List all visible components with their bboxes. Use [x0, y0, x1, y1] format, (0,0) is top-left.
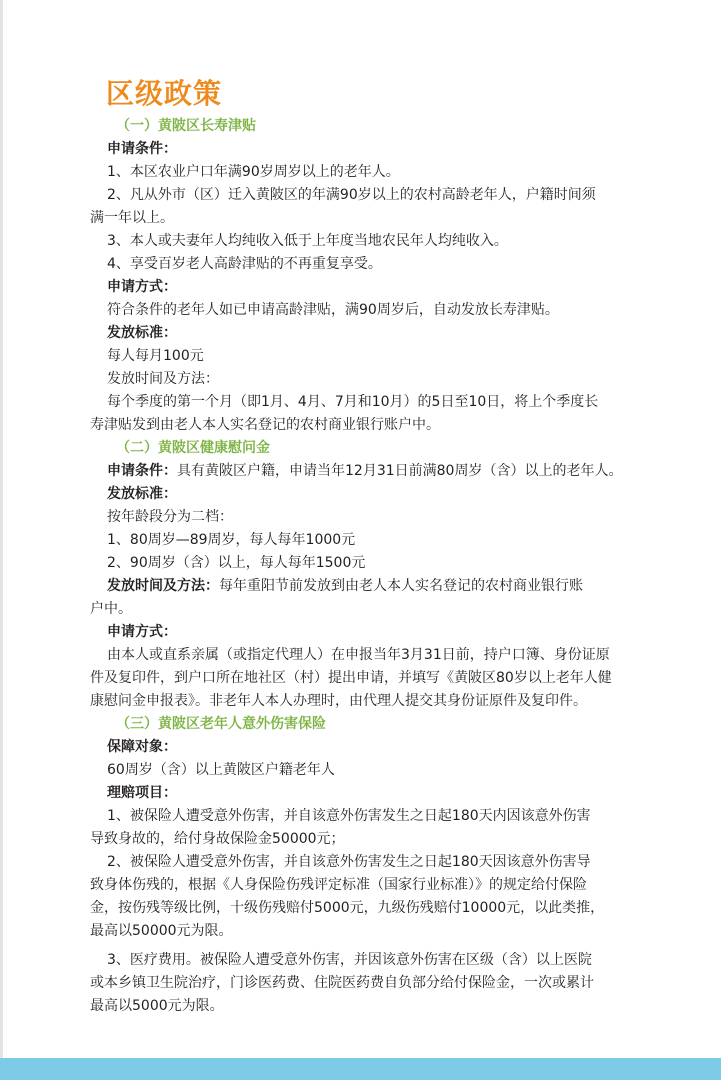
time-row — [107, 576, 583, 596]
condition-line: 2、凡从外市（区）迁入黄陂区的年满90岁以上的农村高龄老年人，户籍时间须 — [107, 187, 596, 203]
page-title: 区级政策 — [106, 77, 223, 110]
claims-line: 金，按伤残等级比例，十级伤残赔付5000元，九级伤残赔付10000元，以此类推， — [90, 900, 605, 916]
target-label: 保障对象： — [107, 739, 177, 755]
left-page-border — [0, 0, 3, 1080]
standard-line: 2、90周岁（含）以上，每人每年1500元 — [107, 555, 366, 571]
method-line: 由本人或直系亲属（或指定代理人）在申报当年3月31日前，持户口簿、身份证原 — [107, 647, 610, 663]
claims-line: 最高以5000元为限。 — [90, 998, 224, 1014]
standard-text: 每人每月100元 — [107, 348, 204, 364]
condition-line: 满一年以上。 — [90, 210, 174, 226]
claims-line: 3、医疗费用。被保险人遭受意外伤害，并因该意外伤害在区级（含）以上医院 — [107, 952, 592, 968]
standard-label: 发放标准： — [107, 325, 177, 341]
target-text: 60周岁（含）以上黄陂区户籍老年人 — [107, 762, 335, 778]
condition-line: 3、本人或夫妻年人均纯收入低于上年度当地农民年人均纯收入。 — [107, 233, 508, 249]
method-line: 康慰问金申报表》。非老年人本人办理时，由代理人提交其身份证原件及复印件。 — [90, 693, 587, 709]
claims-line: 1、被保险人遭受意外伤害，并自该意外伤害发生之日起180天内因该意外伤害 — [107, 808, 591, 824]
method-label: 申请方式： — [107, 279, 177, 295]
method-line: 件及复印件，到户口所在地社区（村）提出申请，并填写《黄陂区80岁以上老年人健 — [90, 670, 612, 686]
claims-line: 致身体伤残的，根据《人身保险伤残评定标准（国家行业标准）》的规定给付保险 — [90, 877, 587, 893]
time-text: 每年重阳节前发放到由老人本人实名登记的农村商业银行账 — [219, 578, 583, 594]
standard-line: 1、80周岁—89周岁，每人每年1000元 — [107, 532, 356, 548]
claims-line: 导致身故的，给付身故保险金50000元； — [90, 831, 345, 847]
claims-label: 理赔项目： — [107, 785, 177, 801]
time-line: 寿津贴发到由老人本人实名登记的农村商业银行账户中。 — [90, 417, 440, 433]
conditions-text: 具有黄陂区户籍，申请当年12月31日前满80周岁（含）以上的老年人。 — [177, 463, 623, 479]
method-label: 申请方式： — [107, 624, 177, 640]
condition-line: 1、本区农业户口年满90岁周岁以上的老年人。 — [107, 164, 400, 180]
time-label: 发放时间及方法： — [107, 371, 219, 387]
conditions-label: 申请条件： — [107, 141, 177, 157]
claims-line: 或本乡镇卫生院治疗，门诊医药费、住院医药费自负部分给付保险金，一次或累计 — [90, 975, 594, 991]
time-label: 发放时间及方法： — [107, 578, 219, 594]
time-line: 每个季度的第一个月（即1月、4月、7月和10月）的5日至10日，将上个季度长 — [107, 394, 599, 410]
conditions-row — [107, 461, 622, 481]
bottom-color-band — [0, 1058, 721, 1080]
standard-label: 发放标准： — [107, 486, 177, 502]
section-heading-health: （二）黄陂区健康慰问金 — [116, 440, 270, 456]
time-text-cont: 户中。 — [90, 601, 132, 617]
section-heading-insurance: （三）黄陂区老年人意外伤害保险 — [116, 716, 326, 732]
method-text: 符合条件的老年人如已申请高龄津贴，满90周岁后，自动发放长寿津贴。 — [107, 302, 559, 318]
condition-line: 4、享受百岁老人高龄津贴的不再重复享受。 — [107, 256, 382, 272]
conditions-label: 申请条件： — [107, 463, 177, 479]
claims-line: 2、被保险人遭受意外伤害，并自该意外伤害发生之日起180天因该意外伤害导 — [107, 854, 591, 870]
standard-line: 按年龄段分为二档： — [107, 509, 233, 525]
claims-line: 最高以50000元为限。 — [90, 923, 233, 939]
section-heading-longevity: （一）黄陂区长寿津贴 — [116, 118, 256, 134]
